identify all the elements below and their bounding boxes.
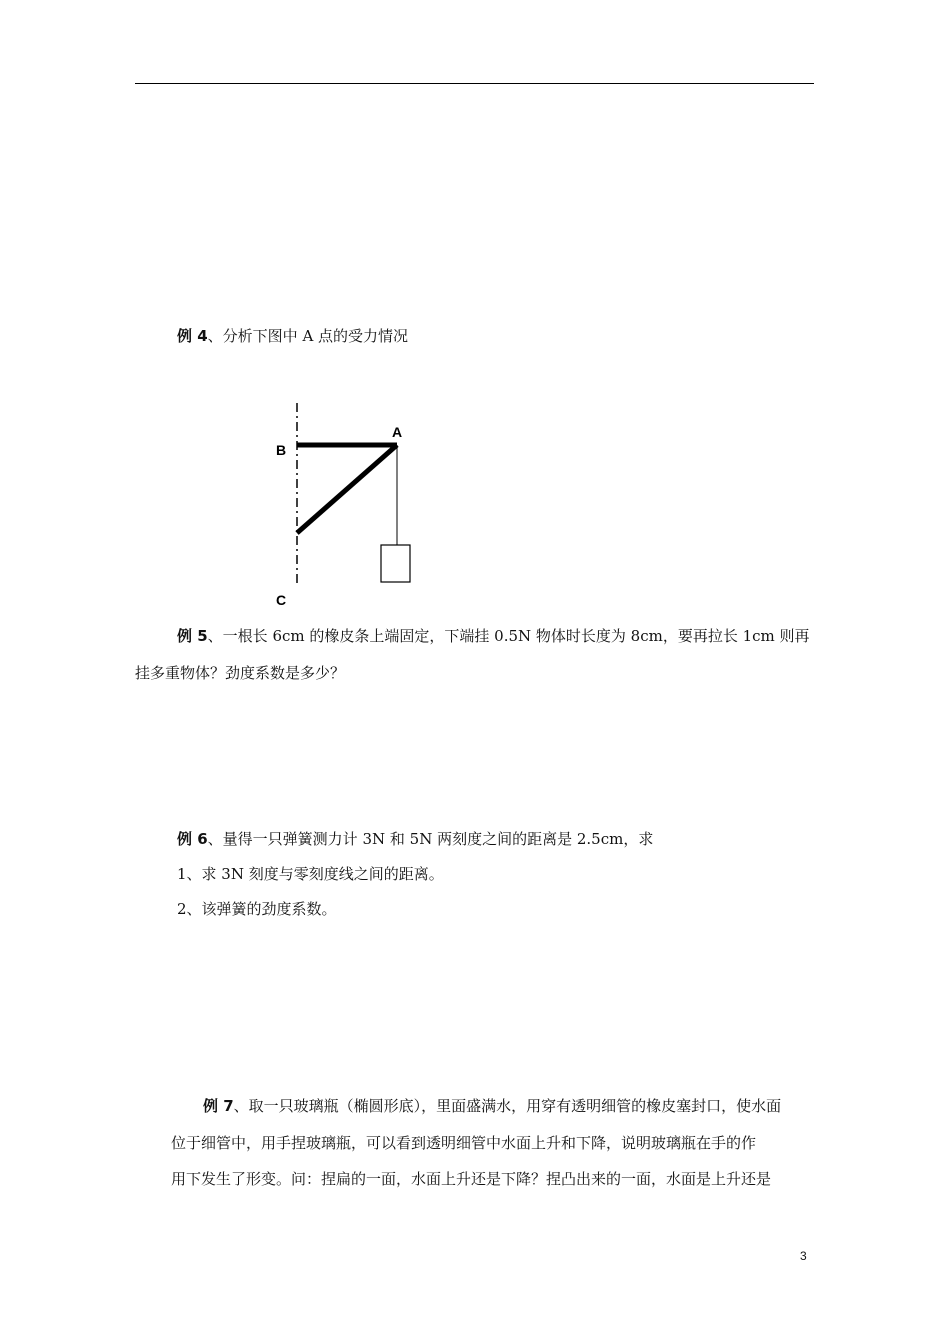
example7-text1: 、取一只玻璃瓶（椭圆形底），里面盛满水，用穿有透明细管的橡皮塞封口，使水面 <box>233 1097 782 1115</box>
example4-label: 例 4 <box>177 327 208 345</box>
force-diagram <box>270 395 430 615</box>
example5-label: 例 5 <box>177 627 208 645</box>
page-number: 3 <box>800 1249 807 1263</box>
example5-text1: 、一根长 6cm 的橡皮条上端固定，下端挂 0.5N 物体时长度为 8cm，要再拉长 1cm 则再 <box>207 627 810 645</box>
example5-line1 <box>177 626 810 646</box>
example6-item2: 2、该弹簧的劲度系数。 <box>177 900 337 918</box>
hanging-weight <box>381 545 410 582</box>
header-rule <box>135 83 814 84</box>
example6-label: 例 6 <box>177 830 208 848</box>
example7-line2: 位于细管中，用手捏玻璃瓶，可以看到透明细管中水面上升和下降，说明玻璃瓶在手的作 <box>171 1134 757 1152</box>
example6-text1: 、量得一只弹簧测力计 3N 和 5N 两刻度之间的距离是 2.5cm，求 <box>207 830 654 848</box>
example7-label: 例 7 <box>203 1097 234 1115</box>
strut-to-a <box>297 445 397 533</box>
example7-line3: 用下发生了形变。问：捏扁的一面，水面上升还是下降？捏凸出来的一面，水面是上升还是 <box>171 1170 772 1188</box>
example4-line <box>177 326 408 346</box>
example6-item1: 1、求 3N 刻度与零刻度线之间的距离。 <box>177 865 444 883</box>
label-b: B <box>276 442 287 458</box>
label-a: A <box>392 424 403 440</box>
example6-line1 <box>177 829 653 849</box>
example7-line1 <box>203 1096 781 1116</box>
example5-line2: 挂多重物体？劲度系数是多少？ <box>135 664 346 682</box>
label-c: C <box>276 592 287 608</box>
example4-text: 、分析下图中 A 点的受力情况 <box>207 327 409 345</box>
